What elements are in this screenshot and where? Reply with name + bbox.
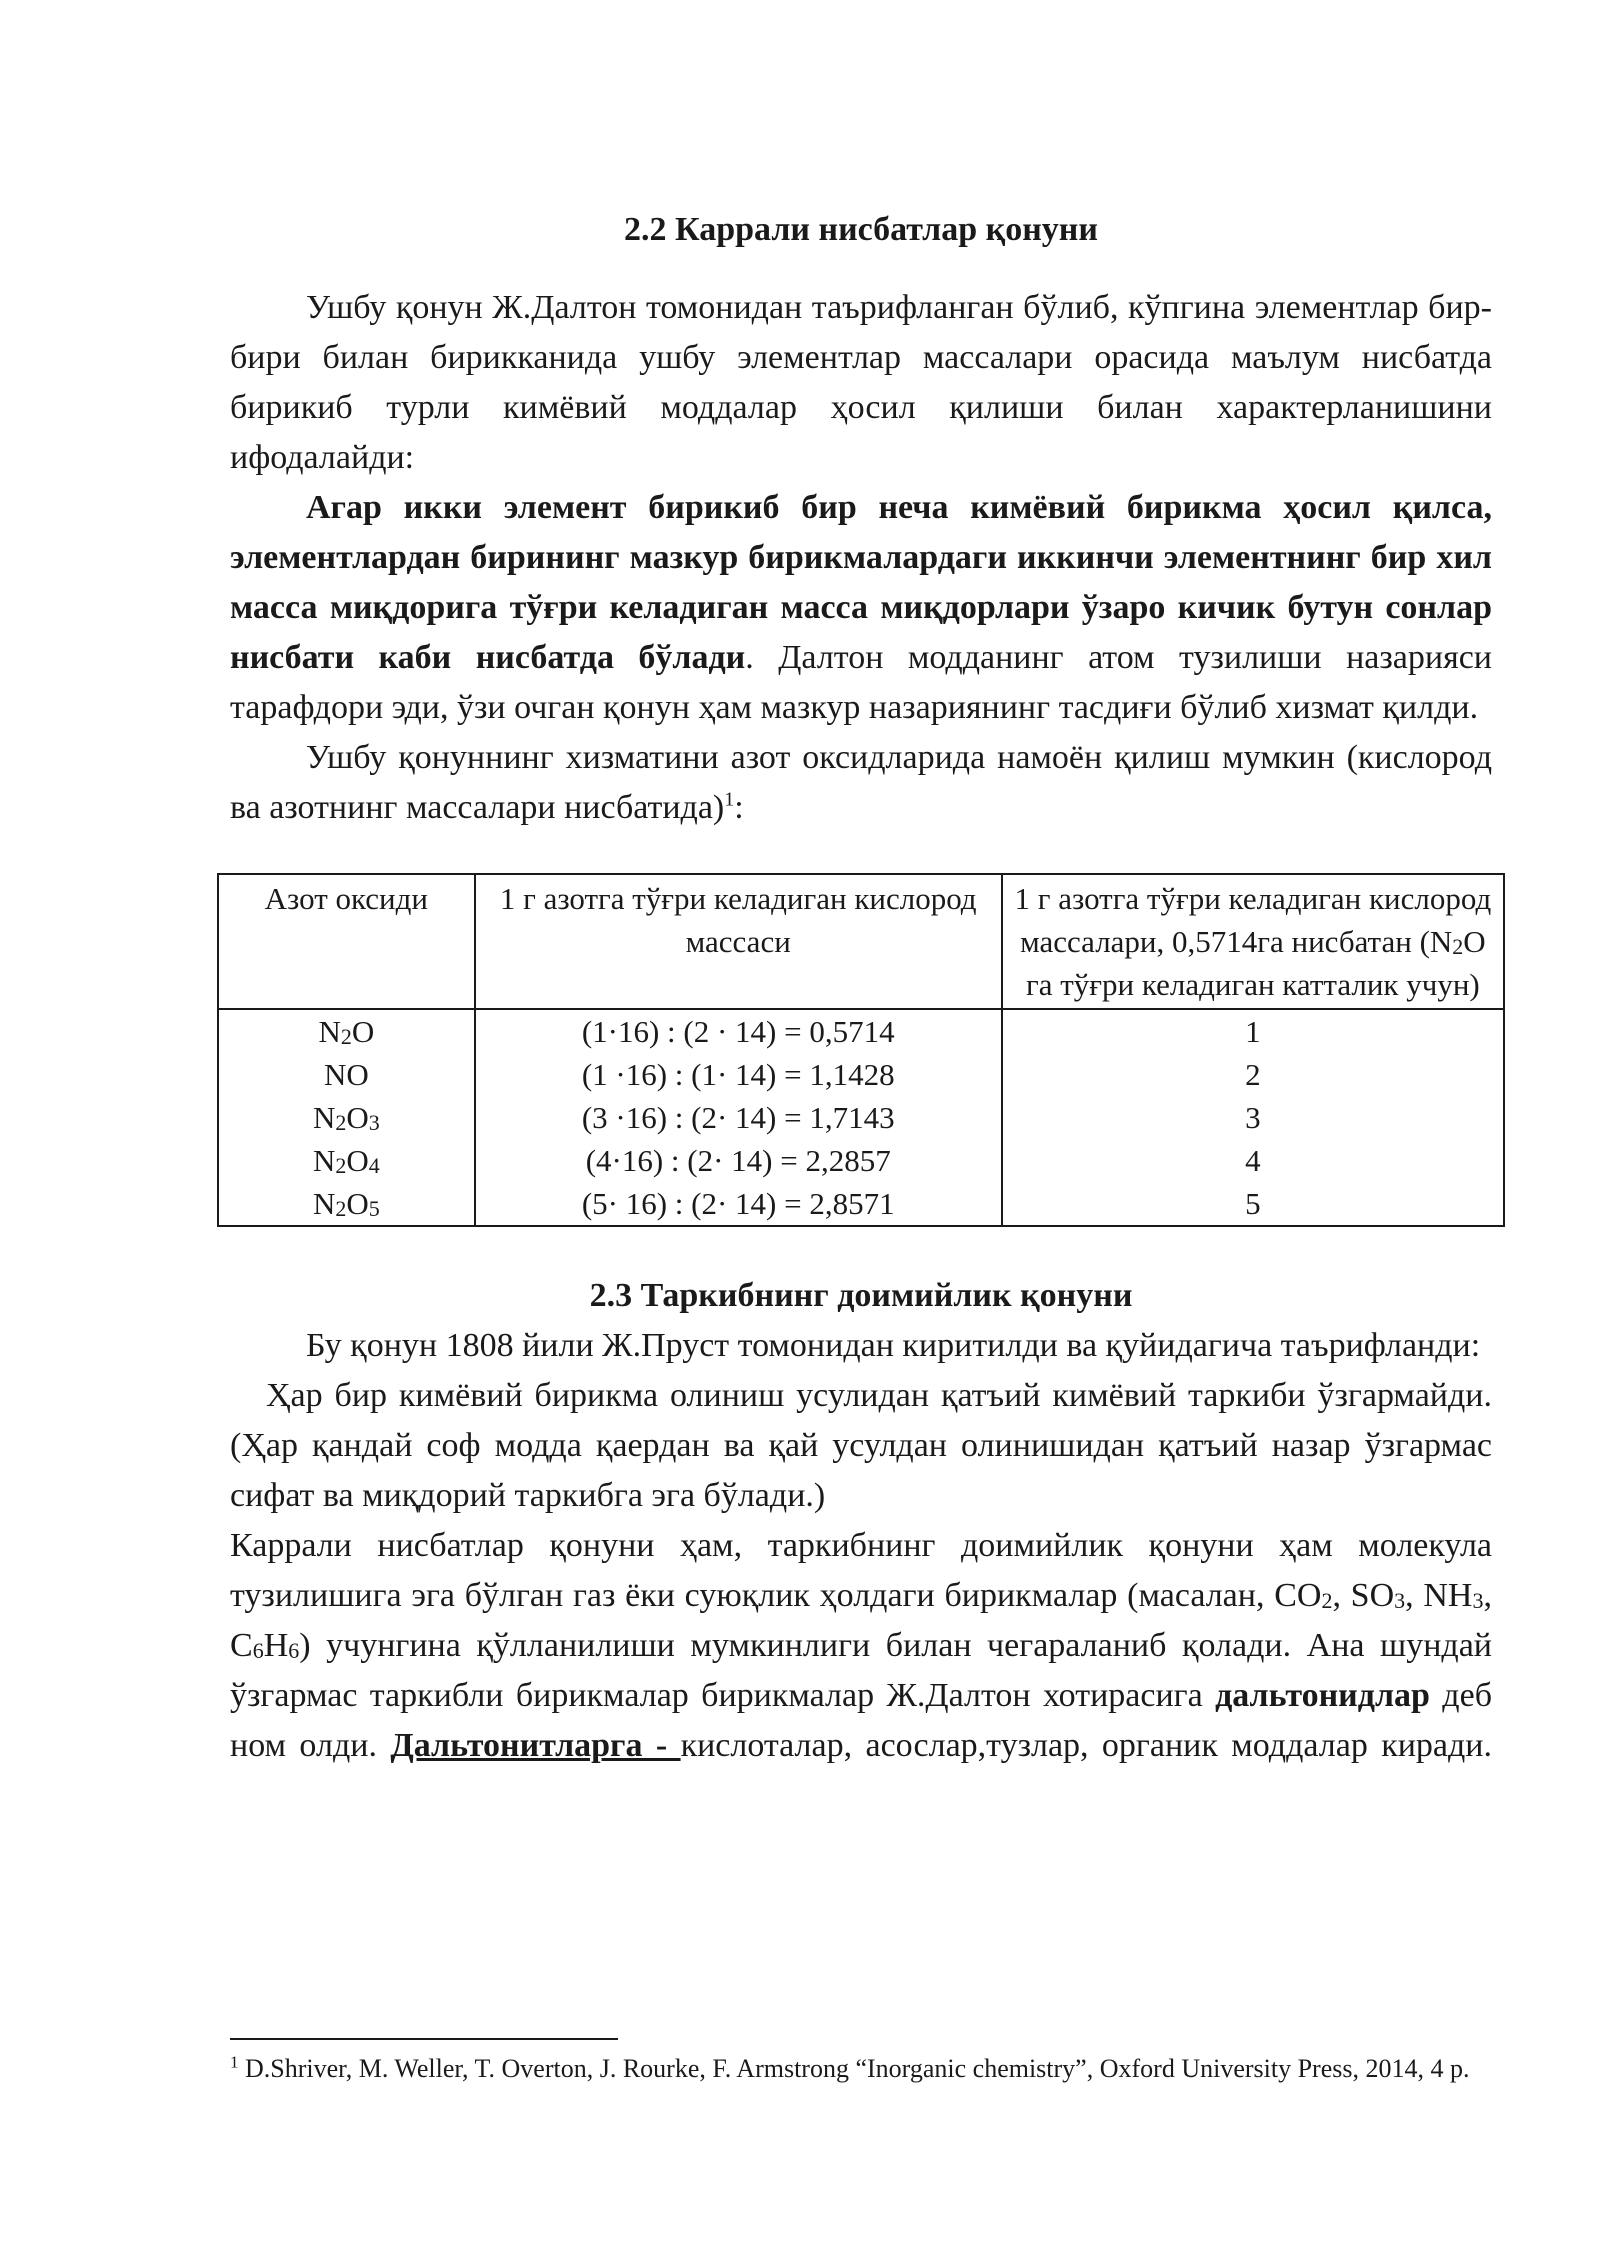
footnote-marker: 1: [230, 2052, 239, 2072]
paragraph-text-end: :: [734, 789, 744, 826]
table-row: [218, 1053, 1504, 1096]
text: , NH: [1405, 1577, 1473, 1614]
cell-calculation: (5· 16) : (2· 14) = 2,8571: [475, 1182, 1002, 1226]
subscript: 6: [288, 1638, 300, 1663]
formula-text: N: [318, 1014, 341, 1049]
header-text: O га тўғри келадиган катталик учун): [1026, 924, 1486, 1002]
cell-ratio: 2: [1002, 1053, 1504, 1096]
table-row: [218, 1139, 1504, 1182]
table-row: [218, 1009, 1504, 1053]
paragraph-text: Бу қонун 1808 йили Ж.Пруст томонидан киритилди ва қуйидагича таърифланди:: [306, 1327, 1481, 1364]
cell-ratio: 4: [1002, 1139, 1504, 1182]
header-oxygen-mass: 1 г азотга тўғри келадиган кислород массаси: [475, 874, 1002, 1009]
paragraph-nitrogen-oxides: [230, 733, 1492, 833]
cell-calculation: (1·16) : (2 · 14) = 0,5714: [475, 1009, 1002, 1053]
cell-oxide-formula: [218, 1096, 475, 1139]
subscript: 6: [252, 1638, 264, 1663]
table-header-row: [218, 874, 1504, 1009]
subscript: 2: [1321, 1588, 1333, 1613]
formula-subscript: 2: [335, 1153, 347, 1178]
formula-text: O: [346, 1186, 369, 1221]
formula-subscript: 2: [335, 1196, 347, 1221]
cell-ratio: 5: [1002, 1182, 1504, 1226]
law-statement-dot: .: [745, 639, 754, 676]
cell-oxide-formula: [218, 1053, 475, 1096]
cell-oxide-formula: [218, 1009, 475, 1053]
formula-text: NO: [323, 1057, 369, 1092]
paragraph-text: Ушбу қонуннинг хизматини азот оксидларида намоён қилиш мумкин (кислород ва азотнинг массалари нисбатида): [230, 739, 1492, 826]
formula-subscript: 2: [335, 1110, 347, 1135]
footnote-text: D.Shriver, M. Weller, T. Overton, J. Rourke, F. Armstrong “Inorganic chemistry”, Oxford University Press, 2014, 4 p.: [238, 2054, 1470, 2083]
footnote-divider: [230, 2038, 618, 2040]
formula-subscript: 3: [368, 1110, 380, 1135]
paragraph-composition-law: [230, 1371, 1492, 1521]
text: , SO: [1332, 1577, 1395, 1614]
daltonites-term: Дальтонитларга -: [390, 1727, 681, 1764]
cell-calculation: (1 ·16) : (1· 14) = 1,1428: [475, 1053, 1002, 1096]
text: , C: [230, 1577, 1492, 1664]
formula-text: O: [346, 1100, 369, 1135]
subscript: 3: [1394, 1588, 1406, 1613]
paragraph-text: Ушбу қонун Ж.Далтон томонидан таърифланган бўлиб, кўпгина элементлар бир-бири билан бирикканида ушбу элементлар массалари орасида маълум нисбатда бирикиб турли кимёвий моддалар ҳосил қилиши билан характерланишини ифодалайди:: [230, 289, 1492, 476]
footnote-ref[interactable]: 1: [724, 788, 735, 811]
paragraph-law-statement: [230, 483, 1492, 733]
document-body: [230, 205, 1492, 1771]
paragraph-dalton-intro: [230, 283, 1492, 483]
cell-calculation: (3 ·16) : (2· 14) = 1,7143: [475, 1096, 1002, 1139]
header-text: 1 г азотга тўғри келадиган кислород массалари, 0,5714га нисбатан (N: [1014, 881, 1492, 959]
section-title-multiple-proportions: 2.2 Каррали нисбатлар қонуни: [624, 211, 1098, 248]
daltonides-term: дальтонидлар: [1215, 1677, 1430, 1714]
formula-text: O: [351, 1014, 375, 1049]
cell-oxide-formula: [218, 1139, 475, 1182]
section-title-constant-composition: 2.3 Таркибнинг доимийлик қонуни: [589, 1277, 1133, 1314]
formula-text: O: [346, 1143, 369, 1178]
subscript: 3: [1472, 1588, 1484, 1613]
header-mass-ratio: [1002, 874, 1504, 1009]
cell-oxide-formula: [218, 1182, 475, 1226]
formula-subscript: 5: [368, 1196, 380, 1221]
header-oxide: Азот оксиди: [218, 874, 475, 1009]
formula-subscript: 2: [340, 1024, 352, 1049]
subscript: 2: [1452, 934, 1464, 959]
formula-subscript: 4: [368, 1153, 380, 1178]
text: деб ном олди.: [230, 1677, 1492, 1764]
cell-ratio: 1: [1002, 1009, 1504, 1053]
paragraph-daltonides: [230, 1521, 1492, 1771]
table-row: [218, 1182, 1504, 1226]
cell-ratio: 3: [1002, 1096, 1504, 1139]
formula-text: N: [312, 1186, 336, 1221]
text: кислоталар, асослар,тузлар, органик моддалар киради.: [680, 1727, 1492, 1764]
law-statement-bold: Агар икки элемент бирикиб бир неча кимёвий бирикма ҳосил қилса, элементлардан бирининг мазкур бирикмалардаги иккинчи элементнинг бир хил масса миқдорига тўғри келадиган масса миқдорлари ўзаро кичик бутун сонлар нисбати каби нисбатда бўлади: [230, 489, 1492, 676]
formula-text: N: [312, 1100, 336, 1135]
table-row: [218, 1096, 1504, 1139]
formula-text: N: [312, 1143, 336, 1178]
text: Каррали нисбатлар қонуни ҳам, таркибнинг доимийлик қонуни ҳам молекула тузилишига эга бўлган газ ёки суюқлик ҳолдаги бирикмалар (масалан, CO: [230, 1527, 1492, 1614]
text: ) учунгина қўлланилиши мумкинлиги билан чегараланиб қолади. Ана шундай ўзгармас таркибли бирикмалар бирикмалар Ж.Далтон хотирасига: [230, 1627, 1492, 1714]
footnote: [230, 2052, 1492, 2086]
text: H: [263, 1627, 289, 1664]
nitrogen-oxides-table: [217, 873, 1505, 1227]
paragraph-proust: [230, 1321, 1492, 1371]
paragraph-text: Ҳар бир кимёвий бирикма олиниш усулидан қатъий кимёвий таркиби ўзгармайди. (Ҳар қандай соф модда қаердан ва қай усулдан олинишидан қатъий назар ўзгармас сифат ва миқдорий таркибга эга бўлади.): [230, 1377, 1492, 1514]
law-statement-rest: Далтон модданинг атом тузилиши назарияси тарафдори эди, ўзи очган қонун ҳам мазкур назариянинг тасдиғи бўлиб хизмат қилди.: [230, 639, 1492, 726]
cell-calculation: (4·16) : (2· 14) = 2,2857: [475, 1139, 1002, 1182]
